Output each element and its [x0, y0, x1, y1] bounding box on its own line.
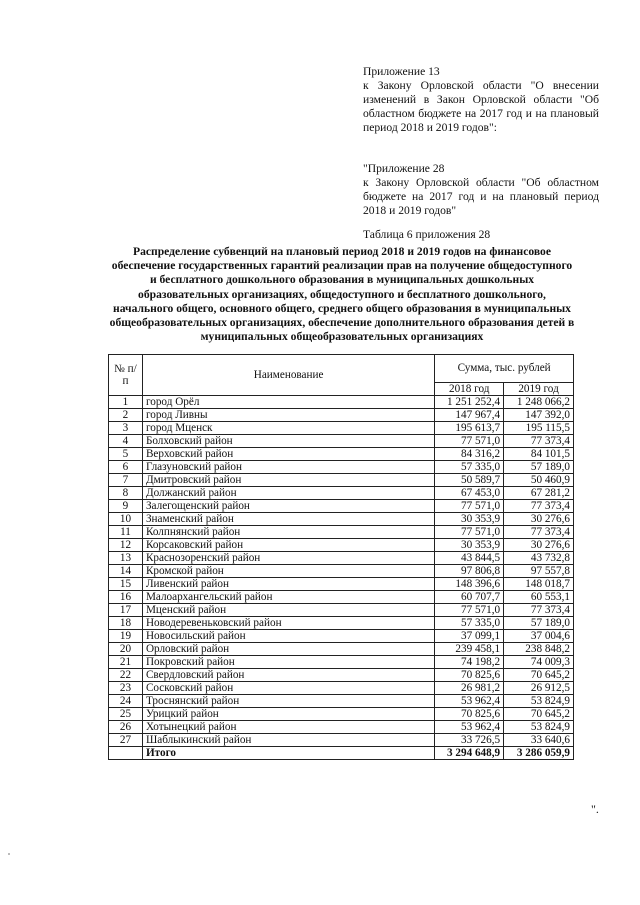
row-2019: 77 373,4	[504, 604, 574, 617]
table-row	[109, 487, 574, 500]
table-row	[109, 695, 574, 708]
subsidy-table	[108, 354, 574, 760]
row-2019: 77 373,4	[504, 500, 574, 513]
row-2019: 37 004,6	[504, 630, 574, 643]
row-number: 21	[109, 656, 143, 669]
row-2018: 50 589,7	[435, 474, 504, 487]
row-2019: 33 640,6	[504, 734, 574, 747]
row-2018: 30 353,9	[435, 539, 504, 552]
table-row	[109, 409, 574, 422]
row-2019: 67 281,2	[504, 487, 574, 500]
row-name: Знаменский район	[142, 513, 434, 526]
row-2019: 97 557,8	[504, 565, 574, 578]
row-2019: 147 392,0	[504, 409, 574, 422]
table-row	[109, 448, 574, 461]
table-row	[109, 539, 574, 552]
row-2019: 70 645,2	[504, 669, 574, 682]
appendix-28-block	[363, 162, 599, 218]
row-2018: 26 981,2	[435, 682, 504, 695]
row-name: город Орёл	[142, 396, 434, 409]
table-row	[109, 630, 574, 643]
table-row	[109, 708, 574, 721]
row-name: Ливенский район	[142, 578, 434, 591]
row-number: 8	[109, 487, 143, 500]
row-number: 18	[109, 617, 143, 630]
row-name: Колпнянский район	[142, 526, 434, 539]
row-number: 26	[109, 721, 143, 734]
row-number: 10	[109, 513, 143, 526]
row-2018: 77 571,0	[435, 500, 504, 513]
row-2018: 1 251 252,4	[435, 396, 504, 409]
row-2018: 74 198,2	[435, 656, 504, 669]
row-2018: 70 825,6	[435, 669, 504, 682]
row-number: 27	[109, 734, 143, 747]
row-2019: 148 018,7	[504, 578, 574, 591]
row-2019: 77 373,4	[504, 435, 574, 448]
row-2018: 239 458,1	[435, 643, 504, 656]
table-row	[109, 565, 574, 578]
row-2018: 77 571,0	[435, 526, 504, 539]
row-2019: 77 373,4	[504, 526, 574, 539]
row-name: Мценский район	[142, 604, 434, 617]
row-2019: 57 189,0	[504, 617, 574, 630]
total-label: Итого	[142, 747, 434, 760]
row-2018: 77 571,0	[435, 435, 504, 448]
row-name: Болховский район	[142, 435, 434, 448]
row-2018: 67 453,0	[435, 487, 504, 500]
row-2018: 77 571,0	[435, 604, 504, 617]
total-2018: 3 294 648,9	[435, 747, 504, 760]
row-name: Залегощенский район	[142, 500, 434, 513]
row-name: Урицкий район	[142, 708, 434, 721]
row-name: Новосильский район	[142, 630, 434, 643]
row-2018: 53 962,4	[435, 721, 504, 734]
row-2019: 70 645,2	[504, 708, 574, 721]
row-name: Новодеревеньковский район	[142, 617, 434, 630]
row-number: 14	[109, 565, 143, 578]
table-row	[109, 721, 574, 734]
row-number: 7	[109, 474, 143, 487]
row-number: 25	[109, 708, 143, 721]
table-row	[109, 500, 574, 513]
row-name: Должанский район	[142, 487, 434, 500]
scan-speck	[8, 853, 10, 855]
table-row	[109, 474, 574, 487]
row-2018: 148 396,6	[435, 578, 504, 591]
row-name: Свердловский район	[142, 669, 434, 682]
table-row	[109, 643, 574, 656]
row-2018: 30 353,9	[435, 513, 504, 526]
row-number: 22	[109, 669, 143, 682]
row-2018: 70 825,6	[435, 708, 504, 721]
row-number: 13	[109, 552, 143, 565]
table-row	[109, 617, 574, 630]
row-2019: 30 276,6	[504, 539, 574, 552]
row-number: 16	[109, 591, 143, 604]
table-row	[109, 461, 574, 474]
row-2019: 43 732,8	[504, 552, 574, 565]
row-name: Орловский район	[142, 643, 434, 656]
row-name: город Мценск	[142, 422, 434, 435]
appendix-13-block	[363, 65, 599, 135]
row-2018: 60 707,7	[435, 591, 504, 604]
row-name: Хотынецкий район	[142, 721, 434, 734]
row-number: 6	[109, 461, 143, 474]
row-2019: 84 101,5	[504, 448, 574, 461]
row-2018: 84 316,2	[435, 448, 504, 461]
row-2019: 57 189,0	[504, 461, 574, 474]
row-number: 11	[109, 526, 143, 539]
row-2019: 74 009,3	[504, 656, 574, 669]
table-row	[109, 396, 574, 409]
row-number: 20	[109, 643, 143, 656]
row-2018: 53 962,4	[435, 695, 504, 708]
row-name: Корсаковский район	[142, 539, 434, 552]
closing-mark: ".	[591, 802, 599, 816]
total-empty	[109, 747, 143, 760]
row-2019: 60 553,1	[504, 591, 574, 604]
appendix-28-heading: "Приложение 28	[363, 162, 445, 175]
row-name: Краснозоренский район	[142, 552, 434, 565]
row-name: Сосковский район	[142, 682, 434, 695]
row-name: Шаблыкинский район	[142, 734, 434, 747]
table-row	[109, 656, 574, 669]
header-sum: Сумма, тыс. рублей	[435, 355, 574, 383]
row-2019: 238 848,2	[504, 643, 574, 656]
row-number: 17	[109, 604, 143, 617]
row-number: 1	[109, 396, 143, 409]
table-row	[109, 682, 574, 695]
table-row	[109, 552, 574, 565]
header-num: № п/п	[109, 355, 143, 396]
appendix-28-text: к Закону Орловской области "Об областном бюджете на 2017 год и на плановый период 2018 и 2019 годов"	[363, 176, 599, 217]
row-number: 15	[109, 578, 143, 591]
row-2018: 37 099,1	[435, 630, 504, 643]
row-number: 5	[109, 448, 143, 461]
row-2019: 53 824,9	[504, 721, 574, 734]
row-number: 19	[109, 630, 143, 643]
row-2019: 195 115,5	[504, 422, 574, 435]
table-row	[109, 604, 574, 617]
row-name: Покровский район	[142, 656, 434, 669]
row-2018: 147 967,4	[435, 409, 504, 422]
table-row	[109, 669, 574, 682]
row-name: Троснянский район	[142, 695, 434, 708]
row-name: Дмитровский район	[142, 474, 434, 487]
header-name: Наименование	[142, 355, 434, 396]
row-2019: 1 248 066,2	[504, 396, 574, 409]
table-row	[109, 578, 574, 591]
row-number: 9	[109, 500, 143, 513]
appendix-13-text: к Закону Орловской области "О внесении изменений в Закон Орловской области "Об областном бюджете на 2017 год и на плановый период 2018 и 2019 годов":	[363, 79, 599, 134]
header-year-2018: 2018 год	[435, 382, 504, 395]
row-2018: 33 726,5	[435, 734, 504, 747]
table-row	[109, 526, 574, 539]
table-row	[109, 422, 574, 435]
header-year-2019: 2019 год	[504, 382, 574, 395]
table-row	[109, 591, 574, 604]
row-2019: 53 824,9	[504, 695, 574, 708]
row-name: город Ливны	[142, 409, 434, 422]
row-number: 4	[109, 435, 143, 448]
row-name: Глазуновский район	[142, 461, 434, 474]
table-row	[109, 734, 574, 747]
table-row	[109, 513, 574, 526]
row-number: 24	[109, 695, 143, 708]
row-name: Верховский район	[142, 448, 434, 461]
row-2019: 30 276,6	[504, 513, 574, 526]
row-number: 12	[109, 539, 143, 552]
row-2019: 50 460,9	[504, 474, 574, 487]
row-2018: 57 335,0	[435, 617, 504, 630]
total-2019: 3 286 059,9	[504, 747, 574, 760]
appendix-13-heading: Приложение 13	[363, 65, 440, 78]
table-number: Таблица 6 приложения 28	[363, 228, 491, 241]
row-number: 2	[109, 409, 143, 422]
row-2018: 195 613,7	[435, 422, 504, 435]
table-body	[109, 396, 574, 760]
row-number: 23	[109, 682, 143, 695]
row-2019: 26 912,5	[504, 682, 574, 695]
row-number: 3	[109, 422, 143, 435]
table-row	[109, 435, 574, 448]
row-name: Кромской район	[142, 565, 434, 578]
row-name: Малоархангельский район	[142, 591, 434, 604]
row-2018: 57 335,0	[435, 461, 504, 474]
row-2018: 97 806,8	[435, 565, 504, 578]
document-title: Распределение субвенций на плановый период 2018 и 2019 годов на финансовое обеспечение государственных гарантий реализации прав на получение общедоступного и бесплатного дошкольного образования в муниципальных дошкольных образовательных организациях, общедоступного и бесплатного дошкольного, начального общего, основного общего, среднего общего образования в муниципальных общеобразовательных организациях, обеспечение дополнительного образования детей в муниципальных общеобразовательных организациях	[109, 245, 575, 344]
row-2018: 43 844,5	[435, 552, 504, 565]
total-row	[109, 747, 574, 760]
